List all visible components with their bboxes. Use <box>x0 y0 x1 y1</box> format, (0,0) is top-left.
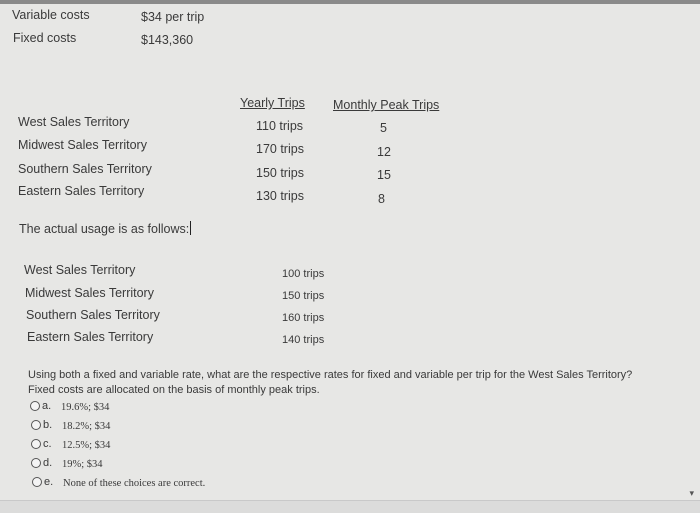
table-row-yearly: 130 trips <box>256 189 304 203</box>
radio-d[interactable] <box>31 458 41 468</box>
scroll-down-icon[interactable]: ▾ <box>689 488 694 498</box>
header-yearly-trips: Yearly Trips <box>240 96 305 110</box>
question-note: Fixed costs are allocated on the basis of monthly peak trips. <box>28 384 320 396</box>
option-letter: c. <box>43 438 52 450</box>
list-item-trips: 150 trips <box>282 290 325 302</box>
list-item-trips: 100 trips <box>282 268 325 280</box>
option-text: 18.2%; $34 <box>62 421 111 432</box>
variable-costs-value: $34 per trip <box>141 10 205 24</box>
radio-c[interactable] <box>31 439 41 449</box>
list-item-territory: West Sales Territory <box>24 263 136 277</box>
option-text: None of these choices are correct. <box>63 478 206 489</box>
list-item-trips: 160 trips <box>282 312 325 324</box>
question-text: Using both a fixed and variable rate, what are the respective rates for fixed and variable per trip for the West Sales Territory? <box>28 369 633 381</box>
table-row-yearly: 170 trips <box>256 142 304 156</box>
text-cursor <box>190 221 191 235</box>
list-item-territory: Midwest Sales Territory <box>25 286 154 300</box>
list-item-territory: Southern Sales Territory <box>26 308 160 322</box>
option-text: 12.5%; $34 <box>62 440 111 451</box>
variable-costs-label: Variable costs <box>12 8 90 22</box>
table-row-peak: 8 <box>378 192 385 206</box>
list-item-trips: 140 trips <box>282 334 325 346</box>
header-monthly-peak-trips: Monthly Peak Trips <box>333 98 440 112</box>
table-row-territory: Eastern Sales Territory <box>18 184 145 198</box>
table-row-peak: 12 <box>377 145 391 159</box>
option-letter: a. <box>42 400 52 412</box>
table-row-territory: Southern Sales Territory <box>18 162 152 176</box>
option-letter: b. <box>43 419 53 431</box>
table-row-peak: 15 <box>377 168 391 182</box>
table-row-yearly: 110 trips <box>256 119 304 133</box>
top-bar <box>0 0 700 4</box>
list-item-territory: Eastern Sales Territory <box>27 330 154 344</box>
actual-usage-intro: The actual usage is as follows: <box>19 222 190 236</box>
horizontal-scrollbar[interactable] <box>0 500 700 513</box>
radio-e[interactable] <box>32 477 42 487</box>
option-letter: d. <box>43 457 53 469</box>
option-text: 19.6%; $34 <box>61 402 110 413</box>
fixed-costs-label: Fixed costs <box>13 31 77 45</box>
option-letter: e. <box>44 476 54 488</box>
radio-a[interactable] <box>30 401 40 411</box>
table-row-peak: 5 <box>380 121 387 135</box>
table-row-territory: West Sales Territory <box>18 115 130 129</box>
radio-b[interactable] <box>31 420 41 430</box>
table-row-yearly: 150 trips <box>256 166 304 180</box>
option-text: 19%; $34 <box>62 459 103 470</box>
fixed-costs-value: $143,360 <box>141 33 194 47</box>
table-row-territory: Midwest Sales Territory <box>18 138 147 152</box>
